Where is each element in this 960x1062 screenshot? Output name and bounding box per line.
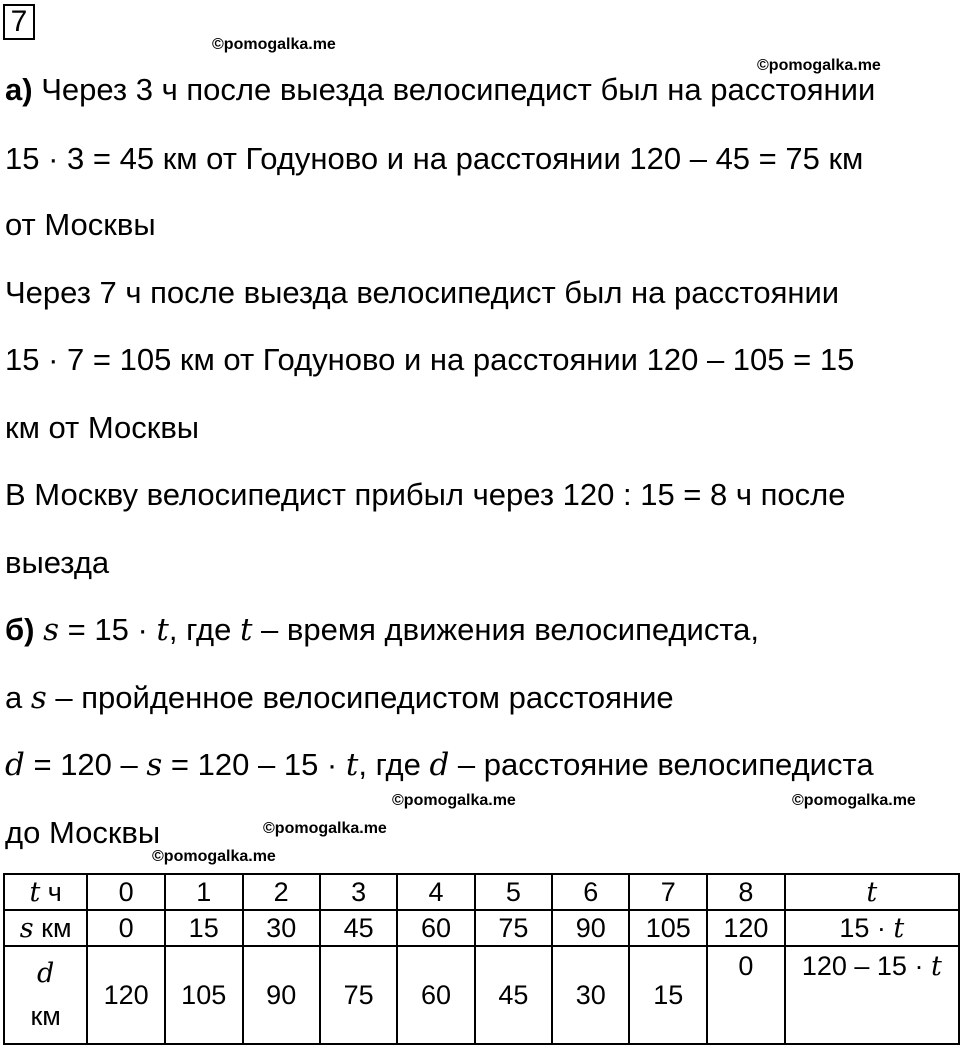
var-s: s <box>19 912 34 944</box>
row-header-d <box>4 946 87 1044</box>
text: – пройденное велосипедистом расстояние <box>46 680 674 715</box>
table-cell-formula <box>785 874 959 910</box>
table-cell: 6 <box>552 874 629 910</box>
table-cell: 15 <box>165 910 243 946</box>
var-d: d <box>37 958 55 989</box>
unit: км <box>30 1001 61 1031</box>
table-cell-formula <box>785 946 959 1044</box>
table-cell: 0 <box>87 910 165 946</box>
watermark: ©pomogalka.me <box>152 848 276 865</box>
table-cell: 15 <box>629 946 707 1044</box>
watermark: ©pomogalka.me <box>792 792 916 809</box>
var-t: t <box>29 876 41 908</box>
table-cell: 7 <box>629 874 707 910</box>
table-cell: 2 <box>243 874 320 910</box>
table-cell: 90 <box>243 946 320 1044</box>
var-t: t <box>866 876 878 908</box>
unit: км <box>33 912 72 943</box>
text: , где <box>168 612 240 647</box>
table-cell: 120 <box>87 946 165 1044</box>
text: Через 3 ч после выезда велосипедист был на расстоянии <box>41 72 876 107</box>
part-b-line-1 <box>5 610 759 650</box>
table-row-d <box>4 946 959 1044</box>
table-cell: 60 <box>397 910 474 946</box>
table-cell: 1 <box>165 874 243 910</box>
part-a-line-2: 15 · 3 = 45 км от Годуново и на расстоянии 120 – 45 = 75 км <box>5 141 864 176</box>
row-header-t <box>4 874 87 910</box>
part-a-line-3: от Москвы <box>5 207 156 242</box>
text: = 120 – <box>24 747 147 782</box>
table-cell: 0 <box>707 946 785 1044</box>
text: 120 – 15 · <box>801 951 931 981</box>
table-cell: 30 <box>552 946 629 1044</box>
table-cell: 105 <box>165 946 243 1044</box>
table-cell: 75 <box>475 910 552 946</box>
table-row-s <box>4 910 959 946</box>
part-b-line-2 <box>5 678 674 718</box>
watermark: ©pomogalka.me <box>392 792 516 809</box>
var-t: t <box>930 951 942 982</box>
table-cell: 5 <box>475 874 552 910</box>
table-cell: 105 <box>629 910 707 946</box>
table-cell: 8 <box>707 874 785 910</box>
part-b-line-4: до Москвы <box>5 815 161 850</box>
text: – расстояние велосипедиста <box>449 747 874 782</box>
text: а <box>5 680 31 715</box>
part-a-label: а) <box>5 72 33 107</box>
part-a-line-5: 15 · 7 = 105 км от Годуново и на расстоянии 120 – 105 = 15 <box>5 342 855 377</box>
table-cell: 30 <box>243 910 320 946</box>
table-cell: 4 <box>397 874 474 910</box>
row-header-s <box>4 910 87 946</box>
table-cell: 0 <box>87 874 165 910</box>
part-b-line-3 <box>5 745 874 785</box>
part-a-line-4: Через 7 ч после выезда велосипедист был на расстоянии <box>5 275 840 310</box>
var-t: t <box>893 912 905 944</box>
watermark: ©pomogalka.me <box>212 36 336 53</box>
var-t: t <box>345 747 359 783</box>
part-a-line-1 <box>5 70 875 110</box>
text: = 120 – 15 · <box>162 747 346 782</box>
table-cell-formula <box>785 910 959 946</box>
table-cell: 45 <box>320 910 397 946</box>
table-cell: 120 <box>707 910 785 946</box>
text: 15 · <box>839 912 894 943</box>
var-d: d <box>429 747 450 783</box>
watermark: ©pomogalka.me <box>757 57 881 74</box>
var-d: d <box>5 747 25 783</box>
watermark: ©pomogalka.me <box>263 820 387 837</box>
var-t: t <box>156 612 169 648</box>
text: = 15 · <box>59 612 157 647</box>
var-t: t <box>239 612 253 648</box>
table-cell: 75 <box>320 946 397 1044</box>
table-cell: 60 <box>397 946 474 1044</box>
part-b-label: б) <box>5 612 35 647</box>
text: , где <box>358 747 430 782</box>
part-a-line-7: В Москву велосипедист прибыл через 120 : 15 = 8 ч после <box>5 477 846 512</box>
part-a-line-8: выезда <box>5 545 110 580</box>
var-s: s <box>146 747 163 783</box>
var-s: s <box>30 680 47 716</box>
text: – время движения велосипедиста, <box>252 612 760 647</box>
task-number: 7 <box>3 4 35 40</box>
var-s: s <box>43 612 60 648</box>
table-cell: 45 <box>475 946 552 1044</box>
values-table <box>3 873 960 1045</box>
table-cell: 90 <box>552 910 629 946</box>
unit: ч <box>40 876 62 907</box>
part-a-line-6: км от Москвы <box>5 410 200 445</box>
table-cell: 3 <box>320 874 397 910</box>
table-row-t <box>4 874 959 910</box>
